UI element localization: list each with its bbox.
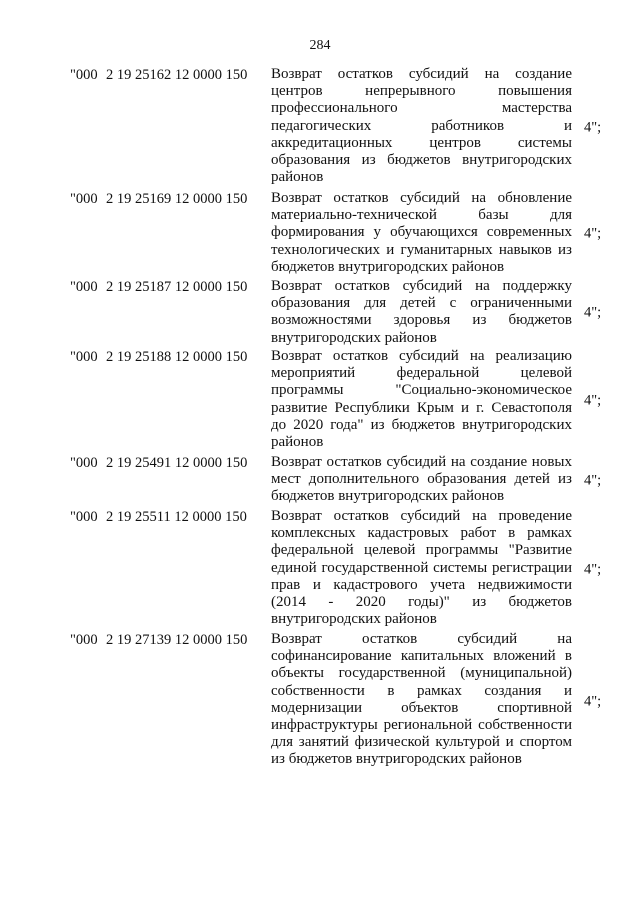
table-row (70, 348, 610, 454)
row-description: Возврат остатков субсидий на создание новых мест дополнительного образования детей из бюджетов внутригородских районов (271, 454, 572, 505)
table-row (70, 278, 610, 348)
row-suffix: 4"; (584, 119, 602, 136)
row-prefix: "000 (70, 455, 98, 471)
row-description: Возврат остатков субсидий на создание центров непрерывного повышения профессионального мастерства педагогических работников и аккредитационных центров системы образования из бюджетов внутригородских районов (271, 66, 572, 186)
row-code: 2 19 25162 12 0000 150 (106, 67, 248, 83)
row-description: Возврат остатков субсидий на софинансирование капитальных вложений в объекты государственной (муниципальной) собственности в рамках создания и модернизации объектов спортивной инфраструктуры региональной собственности для занятий физической культурой и спортом из бюджетов внутригородских районов (271, 631, 572, 768)
row-code: 2 19 25511 12 0000 150 (106, 509, 247, 525)
row-prefix: "000 (70, 349, 98, 365)
row-prefix: "000 (70, 191, 98, 207)
row-prefix: "000 (70, 67, 98, 83)
row-suffix: 4"; (584, 693, 602, 710)
row-description: Возврат остатков субсидий на поддержку образования для детей с ограниченными возможностями здоровья из бюджетов внутригородских районов (271, 278, 572, 346)
row-description: Возврат остатков субсидий на реализацию мероприятий федеральной целевой программы "Социально-экономическое развитие Республики Крым и г. Севастополя до 2020 года" из бюджетов внутригородских районов (271, 348, 572, 451)
row-suffix: 4"; (584, 561, 602, 577)
row-suffix: 4"; (584, 225, 602, 242)
table-row (70, 66, 610, 190)
table-row (70, 190, 610, 278)
page-number: 284 (309, 38, 331, 53)
row-suffix: 4"; (584, 472, 602, 489)
table-row (70, 631, 610, 773)
budget-codes-table (70, 66, 610, 773)
row-prefix: "000 (70, 279, 98, 295)
row-code: 2 19 25169 12 0000 150 (106, 191, 248, 207)
row-description: Возврат остатков субсидий на проведение комплексных кадастровых работ в рамках федеральной целевой программы "Развитие единой государственной системы регистрации прав и кадастрового учета недвижимости (2014 - 2020 годы)" из бюджетов внутригородских районов (271, 508, 572, 628)
row-suffix: 4"; (584, 304, 602, 321)
row-code: 2 19 25491 12 0000 150 (106, 455, 248, 471)
row-prefix: "000 (70, 632, 98, 648)
row-description: Возврат остатков субсидий на обновление материально-технической базы для формирования у обучающихся современных технологических и гуманитарных навыков из бюджетов внутригородских районов (271, 190, 572, 275)
row-code: 2 19 27139 12 0000 150 (106, 632, 248, 648)
row-code: 2 19 25187 12 0000 150 (106, 279, 248, 295)
table-row (70, 454, 610, 508)
row-suffix: 4"; (584, 392, 602, 409)
row-code: 2 19 25188 12 0000 150 (106, 349, 248, 365)
table-row (70, 508, 610, 631)
row-prefix: "000 (70, 509, 98, 525)
